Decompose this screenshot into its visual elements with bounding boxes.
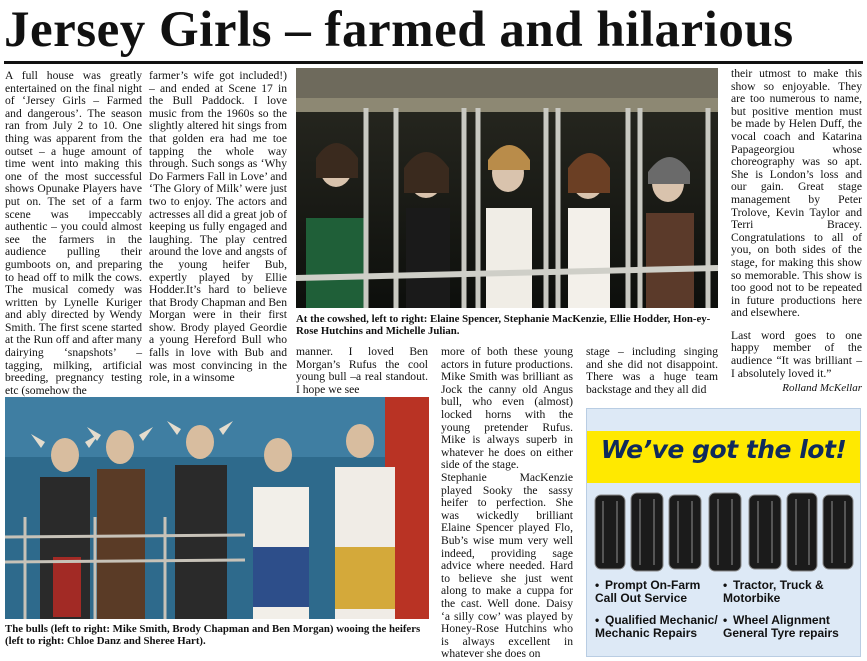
bullet-icon: • xyxy=(723,578,728,592)
ad-service-3 xyxy=(595,614,723,640)
article-column-1 xyxy=(5,70,142,397)
article-column-3b xyxy=(441,472,573,661)
article-column-3a xyxy=(441,346,573,472)
column-4-text: stage – including singing and she did not disappoint. There was a huge team backstage and they all did xyxy=(586,345,718,396)
headline: Jersey Girls – farmed and hilarious xyxy=(4,2,794,58)
column-5-text: their utmost to make this show so enjoyable. They are too numerous to name, but positive mention must be made by Helen Duff, the vocal coach and Katarina Papageorgiou whose choreography was so apt. She is London’s loss and our gain. Great stage management by Peter Trolove, Kevin Taylor and Terri Bracey. Congratulations to all of you, on both sides of the stage, for making this show so memorable. This show is too good not to be repeated in future productions here and elsewhere. xyxy=(731,67,862,320)
bullet-icon: • xyxy=(595,613,600,627)
ad-service-1-text: Prompt On-Farm Call Out Service xyxy=(595,578,701,605)
column-1-text: A full house was greatly entertained on the final night of ‘Jersey Girls – Farmed and dangerous’. The season ran from July 2 to 10. One thing was apparent from the outset – a huge amount of time went into making this one of the most successful shows Opunake Players have put on. The set of a farm scene was impeccably authentic – you could almost see the farmers in the audience pulling their gumboots on, and preparing to head off to milk the cows. The musical comedy was written by Lynelle Kuriger and ably directed by Wendy Smith. The first scene started at the Run off and after many dairying ‘snapshots’ – tagging, milking, artificial breeding, pregnancy testing etc (somehow the xyxy=(5,69,142,397)
article-column-2 xyxy=(149,70,287,385)
tyre-advertisement xyxy=(586,408,861,657)
bullet-icon: • xyxy=(723,613,728,627)
top-photo-caption: At the cowshed, left to right: Elaine Spencer, Stephanie MacKenzie, Ellie Hodder, Hon-ey-Rose Hutchins and Michelle Julian. xyxy=(296,313,711,338)
article-column-4 xyxy=(586,346,718,396)
column-3b-text: Stephanie MacKenzie played Sooky the sassy heifer to perfection. She was wickedly brilliant Elaine Spencer played Flo, Bub’s wise mum very well indeed, providing sage advice where needed. Hard to believe she just went along to make a cuppa for the cast. Well done. Daisy ‘a silly cow’ was played by Honey-Rose Hutchins who is always excellent in whatever she does on xyxy=(441,471,573,661)
article-column-5 xyxy=(731,68,862,380)
ad-service-4 xyxy=(723,614,857,640)
article-column-2b xyxy=(296,346,428,396)
ad-service-4-text: Wheel Alignment General Tyre repairs xyxy=(723,613,839,640)
ad-service-2 xyxy=(723,579,857,605)
byline: Rolland McKellar xyxy=(782,382,862,394)
ad-service-3-text: Qualified Mechanic/ Mechanic Repairs xyxy=(595,613,718,640)
column-2b-text: manner. I loved Ben Morgan’s Rufus the cool young bull –a real standout. I hope we see xyxy=(296,345,428,396)
column-5-closing: Last word goes to one happy member of the audience “It was brilliant – I absolutely loved it.” xyxy=(731,328,862,380)
bottom-photo-caption: The bulls (left to right: Mike Smith, Brody Chapman and Ben Morgan) wooing the heifers (left to right: Chloe Danz and Sheree Hart). xyxy=(5,623,421,648)
column-3a-text: more of both these young actors in future productions. Mike Smith was brilliant as Jock the canny old Angus bull, who even (almost) locked horns with the young pretender Rufus. Mike is always superb in whatever he does on either side of the stage. xyxy=(441,345,573,472)
ad-headline: We’ve got the lot! xyxy=(600,435,847,464)
tyres-icon xyxy=(593,491,855,573)
headline-rule xyxy=(4,61,863,64)
ad-service-1 xyxy=(595,579,723,605)
ad-service-2-text: Tractor, Truck & Motorbike xyxy=(723,578,824,605)
cowshed-photo xyxy=(296,68,718,308)
bullet-icon: • xyxy=(595,578,600,592)
bulls-photo xyxy=(5,397,429,619)
column-2-text: farmer’s wife got included!) – and ended at Scene 17 in the Bull Paddock. I love music from the 1960s so the slightly altered hit sings from that golden era had me toe tapping the whole way through. Such songs as ‘Why Do Farmers Fall in Love’ and ‘The Glory of Milk’ were just two to enjoy. The actors and actresses all did a great job of keeping us fully engaged and laughing. The play centred around the love and angsts of the young heifer Bub, expertly played by Ellie Hodder.It’s hard to believe that Brody Chapman and Ben Morgan were in their first show. Brody played Geordie a young Hereford Bull who falls in love with Bub and was most convincing in the role, in a winsome xyxy=(149,69,287,385)
